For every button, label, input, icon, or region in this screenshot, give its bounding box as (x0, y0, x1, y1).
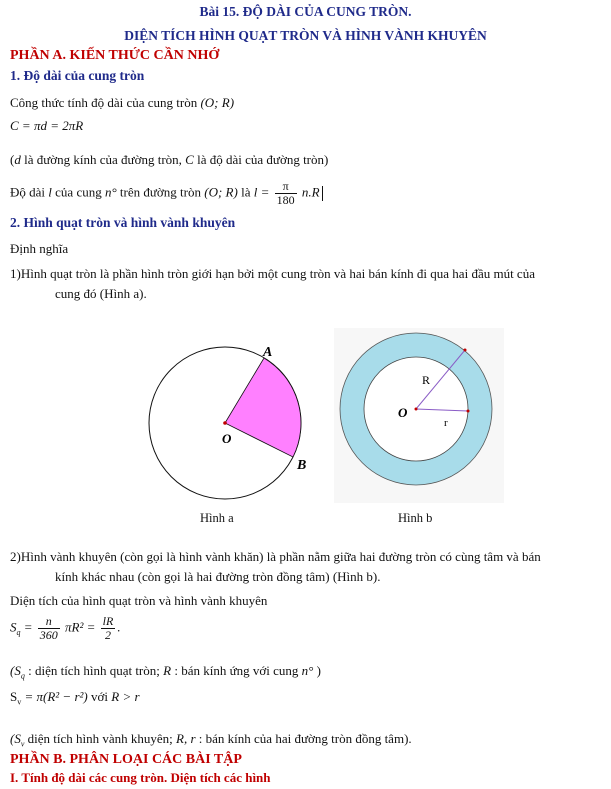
sq-den2: 2 (104, 628, 111, 642)
arc-mid: của cung (55, 184, 102, 200)
area-heading: Diện tích của hình quạt tròn và hình vành khuyên (10, 593, 268, 608)
sq-fraction-1 (38, 615, 60, 642)
part-a-title: PHẦN A. KIẾN THỨC CẦN NHỚ (10, 48, 220, 63)
sq-note-mid: : diện tích hình quạt tròn; (28, 663, 160, 678)
note-d: d (14, 152, 21, 167)
sv-with: với (91, 689, 108, 704)
center-point (223, 421, 227, 425)
sq-note-r: R (163, 663, 172, 678)
sv-sub: v (17, 697, 22, 707)
sq-lhs: S (10, 619, 17, 635)
arc-la: là (241, 184, 251, 200)
sector-definition-line1: 1)Hình quạt tròn là phần hình tròn giới hạn bởi một cung tròn và hai bán kính đi qua hai đầu mút của (10, 266, 535, 281)
annulus-center (415, 408, 418, 411)
sq-note-pre: (S (10, 663, 21, 678)
note-open: ( (10, 152, 15, 167)
sv-note-sub: v (20, 739, 25, 749)
arc-frac-num: π (275, 180, 297, 194)
label-o: O (222, 431, 232, 446)
note-c: C (185, 152, 194, 167)
arc-pre: Độ dài (10, 184, 46, 200)
outer-radius-end (464, 349, 467, 352)
label-r-inner: r (444, 417, 448, 429)
sector-definition-line2: cung đó (Hình a). (55, 286, 147, 301)
intro-text: Công thức tính độ dài của cung tròn (10, 95, 198, 110)
arc-circle: (O; R) (204, 184, 238, 200)
note-end: là độ dài của đường tròn) (197, 152, 329, 167)
note-mid: là đường kính của đường tròn, (24, 152, 182, 167)
arc-degree: n° (104, 184, 117, 200)
section-2-heading: 2. Hình quạt tròn và hình vành khuyên (10, 215, 236, 230)
arc-mid2: trên đường tròn (119, 184, 201, 200)
arc-length-formula (10, 180, 323, 207)
figure-b-caption: Hình b (398, 511, 433, 525)
sv-cond: R > r (111, 689, 140, 704)
annulus-area-formula (10, 689, 140, 707)
arc-lhs: l = (253, 184, 270, 200)
arc-fraction (275, 180, 297, 207)
figure-a-caption: Hình a (200, 511, 234, 525)
arc-l: l (48, 184, 52, 200)
lesson-subtitle: DIỆN TÍCH HÌNH QUẠT TRÒN VÀ HÌNH VÀNH KHUYÊN (124, 28, 487, 43)
formula-note (10, 152, 328, 168)
label-a: A (263, 345, 273, 360)
section-1-heading: 1. Độ dài của cung tròn (10, 68, 145, 83)
sq-note-n: n° (301, 663, 314, 678)
sq-num2: lR (102, 614, 114, 628)
sector-area-formula: $S_q$ = $\frac{n}{360}$ πR² = $\frac{lR}{2}$ . (10, 614, 121, 642)
sq-sub: q (16, 628, 21, 638)
sq-note-sub: q (20, 671, 25, 681)
sq-mid: πR² = (65, 619, 96, 635)
sv-formula: = π(R² − r²) (24, 689, 88, 704)
figure-a-sector-diagram (145, 340, 315, 510)
sv-note-vars: R, r (176, 731, 196, 746)
sector-area-note (10, 663, 321, 681)
sq-num1: n (38, 615, 60, 629)
label-b: B (297, 458, 307, 473)
part-b-title: PHẦN B. PHÂN LOẠI CÁC BÀI TẬP (10, 752, 242, 767)
part-b-subtitle: I. Tính độ dài các cung tròn. Diện tích các hình (10, 770, 271, 785)
sv-note-pre: (S (10, 731, 21, 746)
annulus-definition-line2: kính khác nhau (còn gọi là hai đường tròn đồng tâm) (Hình b). (55, 569, 381, 584)
circle-notation: (O; R) (200, 95, 235, 110)
arc-tail: n.R (301, 184, 320, 200)
definition-label: Định nghĩa (10, 241, 69, 256)
annulus-definition-line1: 2)Hình vành khuyên (còn gọi là hình vành khăn) là phần nằm giữa hai đường tròn có cùng tâm và bán (10, 549, 541, 564)
sq-note-close: ) (316, 663, 321, 678)
sq-note-end: : bán kính ứng với cung (174, 663, 299, 678)
figure-b-annulus-diagram (334, 328, 504, 503)
annulus-area-note (10, 731, 412, 749)
sv-note-mid: diện tích hình vành khuyên; (27, 731, 173, 746)
sq-den1: 360 (39, 628, 58, 642)
label-o-b: O (398, 405, 408, 420)
sv-lhs: S (10, 689, 18, 704)
sq-fraction-2 (101, 615, 116, 642)
lesson-title: Bài 15. ĐỘ DÀI CỦA CUNG TRÒN. (199, 4, 412, 19)
arc-formula-intro (10, 95, 234, 111)
sq-end: . (117, 619, 121, 635)
label-r-outer: R (422, 373, 431, 387)
sv-note-end: : bán kính của hai đường tròn đồng tâm). (198, 731, 412, 746)
inner-radius-end (467, 410, 470, 413)
circumference-formula: C = πd = 2πR (10, 118, 84, 133)
arc-frac-den: 180 (276, 193, 295, 207)
text-cursor (322, 186, 323, 201)
